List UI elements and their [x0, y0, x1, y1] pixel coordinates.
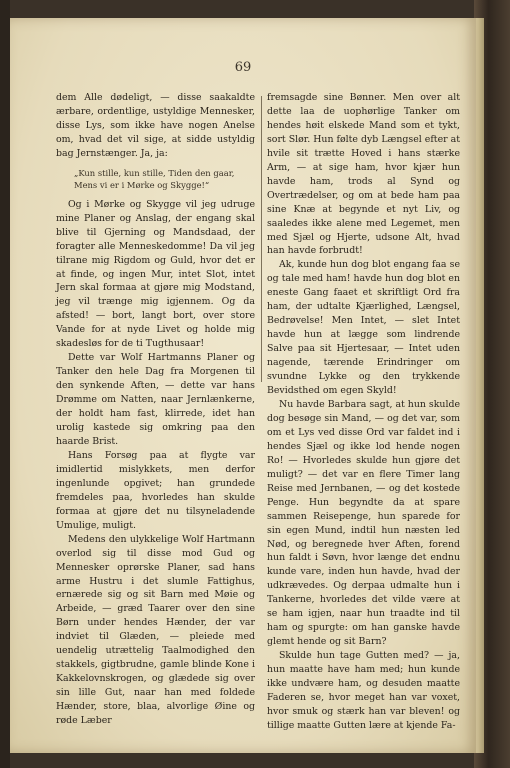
paragraph: Ak, kunde hun dog blot engang faa se og tale med ham! havde hun dog blot en eneste Gang faaet et skriftligt Ord fra ham, der udtalte Kjærlighed, Længsel, Bedrøvelse! Men Intet, — slet Intet havde hun at lægge som lindrende Salve paa sit Hjertesaar, — Intet uden nagende, tærende Erindringer om svundne Lykke og den trykkende Bevidsthed om egen Skyld! [267, 259, 460, 397]
book-page [10, 18, 476, 753]
paragraph: Medens den ulykkelige Wolf Hartmann overlod sig til disse mod Gud og Mennesker oprørske Planer, sad hans arme Hustru i det slumle Fattighus, ernærede sig og sit Barn med Møie og Arbeide, — græd Taarer over den sine Børn under hendes Hænder, der var indviet til Glæden, — pleiede med uendelig utrættelig Taalmodighed den stakkels, gigtbrudne, gamle blinde Kone i Kakkelovnskrogen, og glædede sig over sin lille Gut, naar han med foldede Hænder, store, blaa, alvorlige Øine og røde Læber [56, 533, 255, 727]
right-column [267, 91, 460, 733]
scan-background [0, 0, 10, 768]
paragraph: Nu havde Barbara sagt, at hun skulde dog besøge sin Mand, — og det var, som om et Lys ved disse Ord var faldet ind i hendes Sjæl og ikke lod hende nogen Ro! — Hvorledes skulde hun gjøre det muligt? — det var en flere Timer lang Reise med Jernbanen, — og det kostede Penge. Hun begyndte da at spare sammen Reisepenge, hun sparede for sin egen Mund, indtil hun næsten led Nød, og beregnede hver Aften, forend hun faldt i Søvn, hvor længe det endnu kunde vare, inden hun havde, hvad der udkrævedes. Og derpaa udmalte hun i Tankerne, hvorledes det vilde være at se ham igjen, naar hun traadte ind til ham og spurgte: om han ganske havde glemt hende og sit Barn? [267, 398, 460, 648]
paragraph: Dette var Wolf Hartmanns Planer og Tanker den hele Dag fra Morgenen til den synkende Aften, — dette var hans Drømme om Natten, naar Jernlænkerne, der holdt ham fast, klirrede, idet han urolig kastede sig omkring paa den haarde Brist. [56, 352, 255, 447]
paragraph: dem Alle dødeligt, — disse saakaldte ærbare, ordentlige, ustyldige Mennesker, disse Lys, som ikke have nogen Anelse om, hvad det vil sige, at sidde ustyldig bag Jernstænger. Ja, ja: [56, 92, 255, 159]
column-rule [261, 96, 262, 382]
paragraph: Hans Forsøg paa at flygte var imidlertid mislykkets, men derfor ingenlunde opgivet; han grundede fremdeles paa, hvorledes han skulde formaa at gjøre det nu tilsyneladende Umulige, muligt. [56, 449, 255, 531]
page-number: 69 [234, 60, 252, 75]
paragraph: Skulde hun tage Gutten med? — ja, hun maatte have ham med; hun kunde ikke undvære ham, og desuden maatte Faderen se, hvor meget han var voxet, hvor smuk og stærk han var bleven! og tillige maatte Gutten lære at kjende Fa- [267, 650, 460, 731]
verse-line: Mens vi er i Mørke og Skygge!“ [74, 180, 210, 191]
verse-line: „Kun stille, kun stille, Tiden den gaar, [74, 167, 235, 178]
left-column [56, 91, 255, 728]
paragraph: Og i Mørke og Skygge vil jeg udruge mine Planer og Anslag, der engang skal blive til Gjerning og Mandsdaad, der foragter alle Menneskedomme! Da vil jeg tilrane mig Rigdom og Guld, hvor det er at finde, og ingen Mur, intet Slot, intet Jern skal formaa at gjøre mig Modstand, jeg vil trænge mig igjennem. Og da afsted! — bort, langt bort, over store Vande for at nyde Livet og holde mig skadesløs for de ti Tugthusaar! [56, 198, 255, 350]
paragraph: fremsagde sine Bønner. Men over alt dette laa de uophørlige Tanker om hendes høit elskede Mand som et tykt, sort Slør. Hun følte dyb Længsel efter at hvile sit trætte Hoved i hans stærke Arm, — at sige ham, hvor kjær hun havde ham, trods al Synd og Overtrædelser, og om at bede ham paa sine Knæ at begynde et nyt Liv, og saaledes ikke alene med Legemet, men med Sjæl og Hjerte, udsone Alt, hvad han havde forbrudt! [267, 92, 460, 257]
